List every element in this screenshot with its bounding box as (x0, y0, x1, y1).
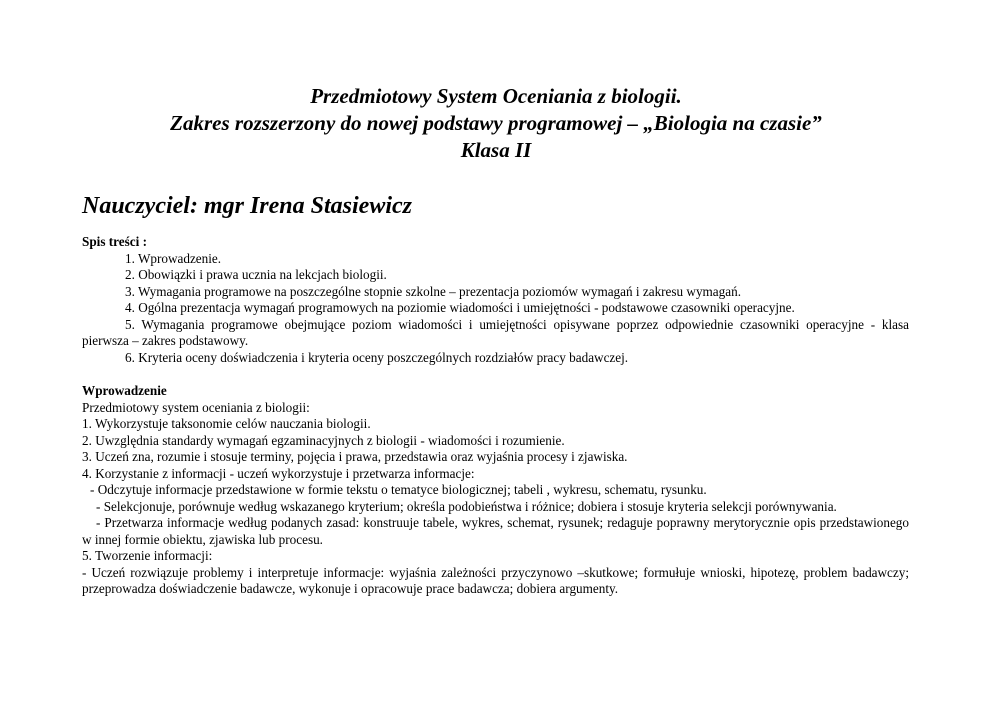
body-line: - Uczeń rozwiązuje problemy i interpretuje informacje: wyjaśnia zależności przyczynowo –skutkowe; formułuje wnioski, hipotezę, problem badawczy; przeprowadza doświadczenie badawcze, wykonuje i opracowuje prace badawcza; dobiera argumenty. (82, 564, 909, 596)
body-line: - Przetwarza informacje według podanych zasad: konstruuje tabele, wykres, schemat, rysunek; redaguje poprawny merytorycznie opis przedstawionego w innej formie obiektu, zjawiska lub procesu. (82, 515, 909, 547)
section-heading: Wprowadzenie (82, 383, 167, 398)
toc-item: 3. Wymagania programowe na poszczególne stopnie szkolne – prezentacja poziomów wymagań i zakresu wymagań. (125, 283, 741, 299)
toc-item: 4. Ogólna prezentacja wymagań programowych na poziomie wiadomości i umiejętności - podstawowe czasowniki operacyjne. (125, 300, 795, 315)
document-body (82, 234, 909, 598)
toc-item: 2. Obowiązki i prawa ucznia na lekcjach biologii. (125, 267, 387, 282)
body-line: - Odczytuje informacje przedstawione w formie tekstu o tematyce biologicznej; tabeli , wykresu, schematu, rysunku. (90, 482, 707, 497)
body-line: 3. Uczeń zna, rozumie i stosuje terminy, pojęcia i prawa, przedstawia oraz wyjaśnia procesy i zjawiska. (82, 449, 628, 464)
toc-item: 5. Wymagania programowe obejmujące poziom wiadomości i umiejętności opisywane poprzez odpowiednie czasowniki operacyjne - klasa pierwsza – zakres podstawowy. (82, 316, 909, 348)
body-line: 5. Tworzenie informacji: (82, 548, 213, 563)
toc-item: 6. Kryteria oceny doświadczenia i kryteria oceny poszczególnych rozdziałów pracy badawczej. (125, 349, 629, 365)
subtitle-line: Zakres rozszerzony do nowej podstawy programowej – „Biologia na czasie” (170, 111, 822, 135)
intro-section (82, 383, 909, 598)
body-line: 4. Korzystanie z informacji - uczeń wykorzystuje i przetwarza informacje: (82, 465, 475, 481)
toc-heading: Spis treści : (82, 234, 147, 249)
title-line: Przedmiotowy System Oceniania z biologii. (310, 84, 682, 108)
class-line: Klasa II (460, 138, 532, 162)
body-line: 1. Wykorzystuje taksonomie celów nauczania biologii. (82, 416, 371, 431)
body-line: - Selekcjonuje, porównuje według wskazanego kryterium; określa podobieństwa i różnice; dobiera i stosuje kryteria selekcji porównywania. (96, 498, 837, 514)
teacher-heading: Nauczyciel: mgr Irena Stasiewicz (82, 193, 412, 219)
body-line: Przedmiotowy system oceniania z biologii: (82, 399, 310, 415)
toc-item: 1. Wprowadzenie. (125, 250, 222, 266)
body-line: 2. Uwzględnia standardy wymagań egzaminacyjnych z biologii - wiadomości i rozumienie. (82, 432, 565, 448)
document-title (0, 83, 992, 164)
table-of-contents (82, 234, 909, 366)
